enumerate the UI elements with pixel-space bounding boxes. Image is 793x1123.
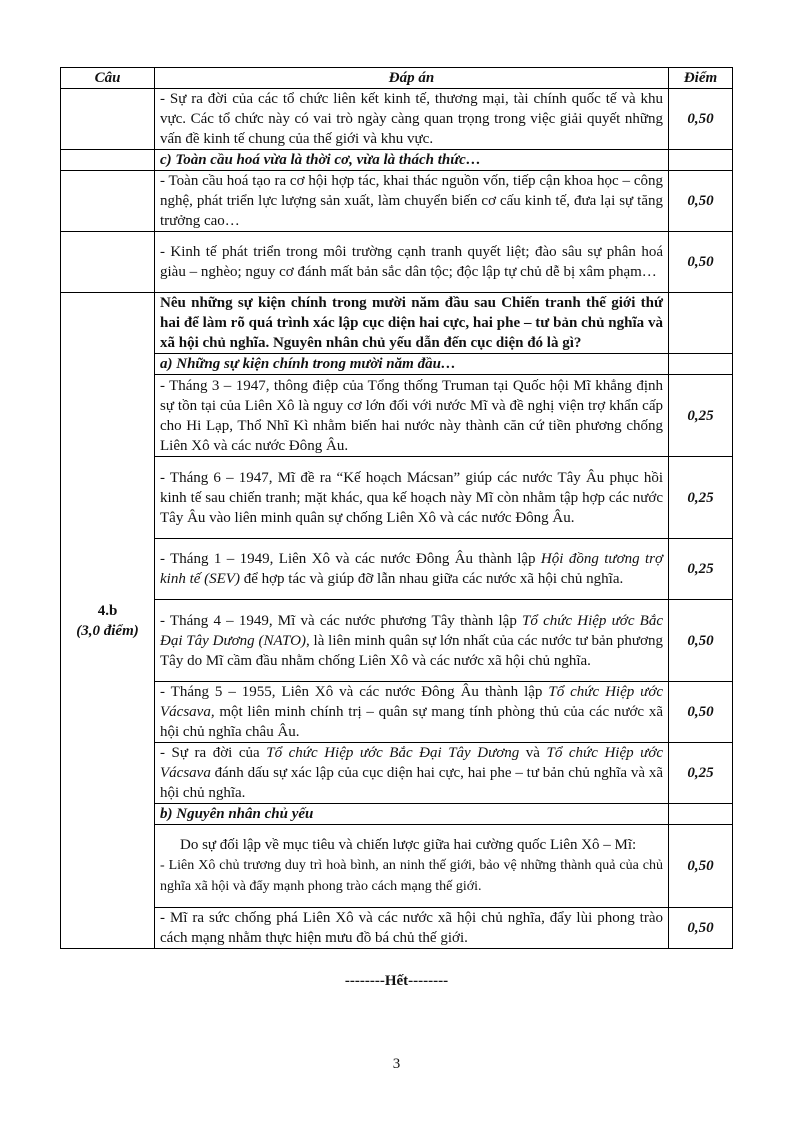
lead-text: Do sự đối lập về mục tiêu và chiến lược giữa hai cường quốc Liên Xô – Mĩ: xyxy=(180,837,637,853)
question-text: Nêu những sự kiện chính trong mười năm đầu sau Chiến tranh thế giới thứ hai để làm rõ quá trình xác lập cục diện hai cực, hai phe – tư bản chủ nghĩa và xã hội chủ nghĩa. Nguyên nhân chủ yếu dẫn đến cục diện đó là gì? xyxy=(155,293,669,354)
question-cell-empty xyxy=(61,232,155,293)
score: 0,50 xyxy=(669,908,733,949)
score: 0,50 xyxy=(669,171,733,232)
score: 0,25 xyxy=(669,375,733,457)
table-row xyxy=(61,375,733,457)
question-cell-empty xyxy=(61,171,155,232)
score: 0,50 xyxy=(669,600,733,682)
end-marker: --------Hết-------- xyxy=(344,973,449,989)
text-part: , là liên minh quân sự lớn nhất của các nước tư bản phương Tây do Mĩ cầm đầu nhằm chống Liên Xô và các nước xã hội chủ nghĩa. xyxy=(160,632,663,669)
text-part: - Tháng 5 – 1955, Liên Xô và các nước Đông Âu thành lập xyxy=(160,684,549,700)
table-row xyxy=(61,600,733,682)
question-number: 4.b xyxy=(97,602,118,619)
score: 0,50 xyxy=(669,682,733,743)
answer-text xyxy=(155,600,669,682)
table-row xyxy=(61,354,733,375)
table-row xyxy=(61,232,733,293)
text-part: và xyxy=(519,745,547,761)
answer-text: - Toàn cầu hoá tạo ra cơ hội hợp tác, khai thác nguồn vốn, tiếp cận khoa học – công nghệ, phát triển lực lượng sản xuất, làm chuyển biến cơ cấu kinh tế, đưa lại sự tăng trưởng cao… xyxy=(155,171,669,232)
question-cell-empty xyxy=(61,150,155,171)
text-part: để hợp tác và giúp đỡ lẫn nhau giữa các nước xã hội chủ nghĩa. xyxy=(239,571,624,587)
score: 0,25 xyxy=(669,743,733,804)
table-row xyxy=(61,539,733,600)
text-part: - Sự ra đời của xyxy=(160,745,267,761)
answer-text xyxy=(155,682,669,743)
table-row xyxy=(61,457,733,539)
section-heading: b) Nguyên nhân chủ yếu xyxy=(155,804,669,825)
table-row xyxy=(61,150,733,171)
score-empty xyxy=(669,804,733,825)
answer-text: - Tháng 3 – 1947, thông điệp của Tổng thống Truman tại Quốc hội Mĩ khẳng định sự tồn tại của Liên Xô là nguy cơ lớn đối với nước Mĩ và đề nghị viện trợ khẩn cấp cho Hi Lạp, Thổ Nhĩ Kì nhằm biến hai nước này thành căn cứ tiền phương chống Liên Xô và các nước Đông Âu. xyxy=(155,375,669,457)
table-row xyxy=(61,171,733,232)
score-empty xyxy=(669,150,733,171)
answer-text: - Mĩ ra sức chống phá Liên Xô và các nước xã hội chủ nghĩa, đẩy lùi phong trào cách mạng nhằm thực hiện mưu đồ bá chủ thế giới. xyxy=(155,908,669,949)
table-row xyxy=(61,825,733,908)
score-empty xyxy=(669,293,733,354)
question-cell-empty xyxy=(61,89,155,150)
text-part: - Liên Xô chủ trương duy trì hoà bình, an ninh thế giới, bảo vệ những thành quả của chủ nghĩa xã hội và đẩy mạnh phong trào cách mạng thế giới. xyxy=(160,858,663,894)
answer-text: - Sự ra đời của các tổ chức liên kết kinh tế, thương mại, tài chính quốc tế và khu vực. Các tổ chức này có vai trò ngày càng quan trọng trong việc giải quyết những vấn đề kinh tế chung của thế giới và khu vực. xyxy=(155,89,669,150)
table-row xyxy=(61,743,733,804)
section-heading: a) Những sự kiện chính trong mười năm đầu… xyxy=(155,354,669,375)
header-dap-an: Đáp án xyxy=(155,68,669,89)
page-number: 3 xyxy=(392,1056,401,1072)
answer-text xyxy=(155,539,669,600)
answer-table xyxy=(60,67,733,949)
emphasis: Tổ chức Hiệp ước Bắc Đại Tây Dương xyxy=(266,745,520,761)
text-part: - Tháng 4 – 1949, Mĩ và các nước phương Tây thành lập xyxy=(160,612,523,629)
score: 0,25 xyxy=(669,539,733,600)
emphasis: Tổ chức Hiệp ước Vácsava, xyxy=(160,684,664,720)
text-part: đánh dấu sự xác lập của cục diện hai cực, hai phe – tư bản chủ nghĩa và xã hội chủ nghĩa. xyxy=(160,765,663,801)
header-diem: Điểm xyxy=(669,68,733,89)
emphasis: Tổ chức Hiệp ước Bắc Đại Tây Dương (NATO) xyxy=(160,612,663,649)
score: 0,25 xyxy=(669,457,733,539)
score-empty xyxy=(669,354,733,375)
emphasis: Hội đồng tương trợ kinh tế (SEV) xyxy=(160,551,663,587)
score: 0,50 xyxy=(669,825,733,908)
question-points: (3,0 điểm) xyxy=(76,622,139,639)
table-row xyxy=(61,682,733,743)
score: 0,50 xyxy=(669,89,733,150)
answer-text xyxy=(155,825,669,908)
table-row xyxy=(61,89,733,150)
emphasis: Tổ chức Hiệp ước Vácsava xyxy=(160,745,663,781)
table-row xyxy=(61,293,733,354)
question-number-cell xyxy=(61,293,155,949)
section-heading: c) Toàn cầu hoá vừa là thời cơ, vừa là thách thức… xyxy=(155,150,669,171)
answer-text: - Kinh tế phát triển trong môi trường cạnh tranh quyết liệt; đào sâu sự phân hoá giàu – nghèo; nguy cơ đánh mất bản sắc dân tộc; độc lập tự chủ dễ bị xâm phạm… xyxy=(155,232,669,293)
table-row xyxy=(61,908,733,949)
table-header-row xyxy=(61,68,733,89)
header-cau: Câu xyxy=(61,68,155,89)
text-part: một liên minh chính trị – quân sự mang tính phòng thủ của các nước xã hội chủ nghĩa châu Âu. xyxy=(160,704,663,740)
score: 0,50 xyxy=(669,232,733,293)
answer-text xyxy=(155,743,669,804)
answer-text: - Tháng 6 – 1947, Mĩ đề ra “Kế hoạch Mácsan” giúp các nước Tây Âu phục hồi kinh tế sau chiến tranh; mặt khác, qua kế hoạch này Mĩ còn nhằm tập hợp các nước Tây Âu vào liên minh quân sự chống Liên Xô và các nước Đông Âu. xyxy=(155,457,669,539)
text-part: - Tháng 1 – 1949, Liên Xô và các nước Đông Âu thành lập xyxy=(160,551,541,567)
table-row xyxy=(61,804,733,825)
